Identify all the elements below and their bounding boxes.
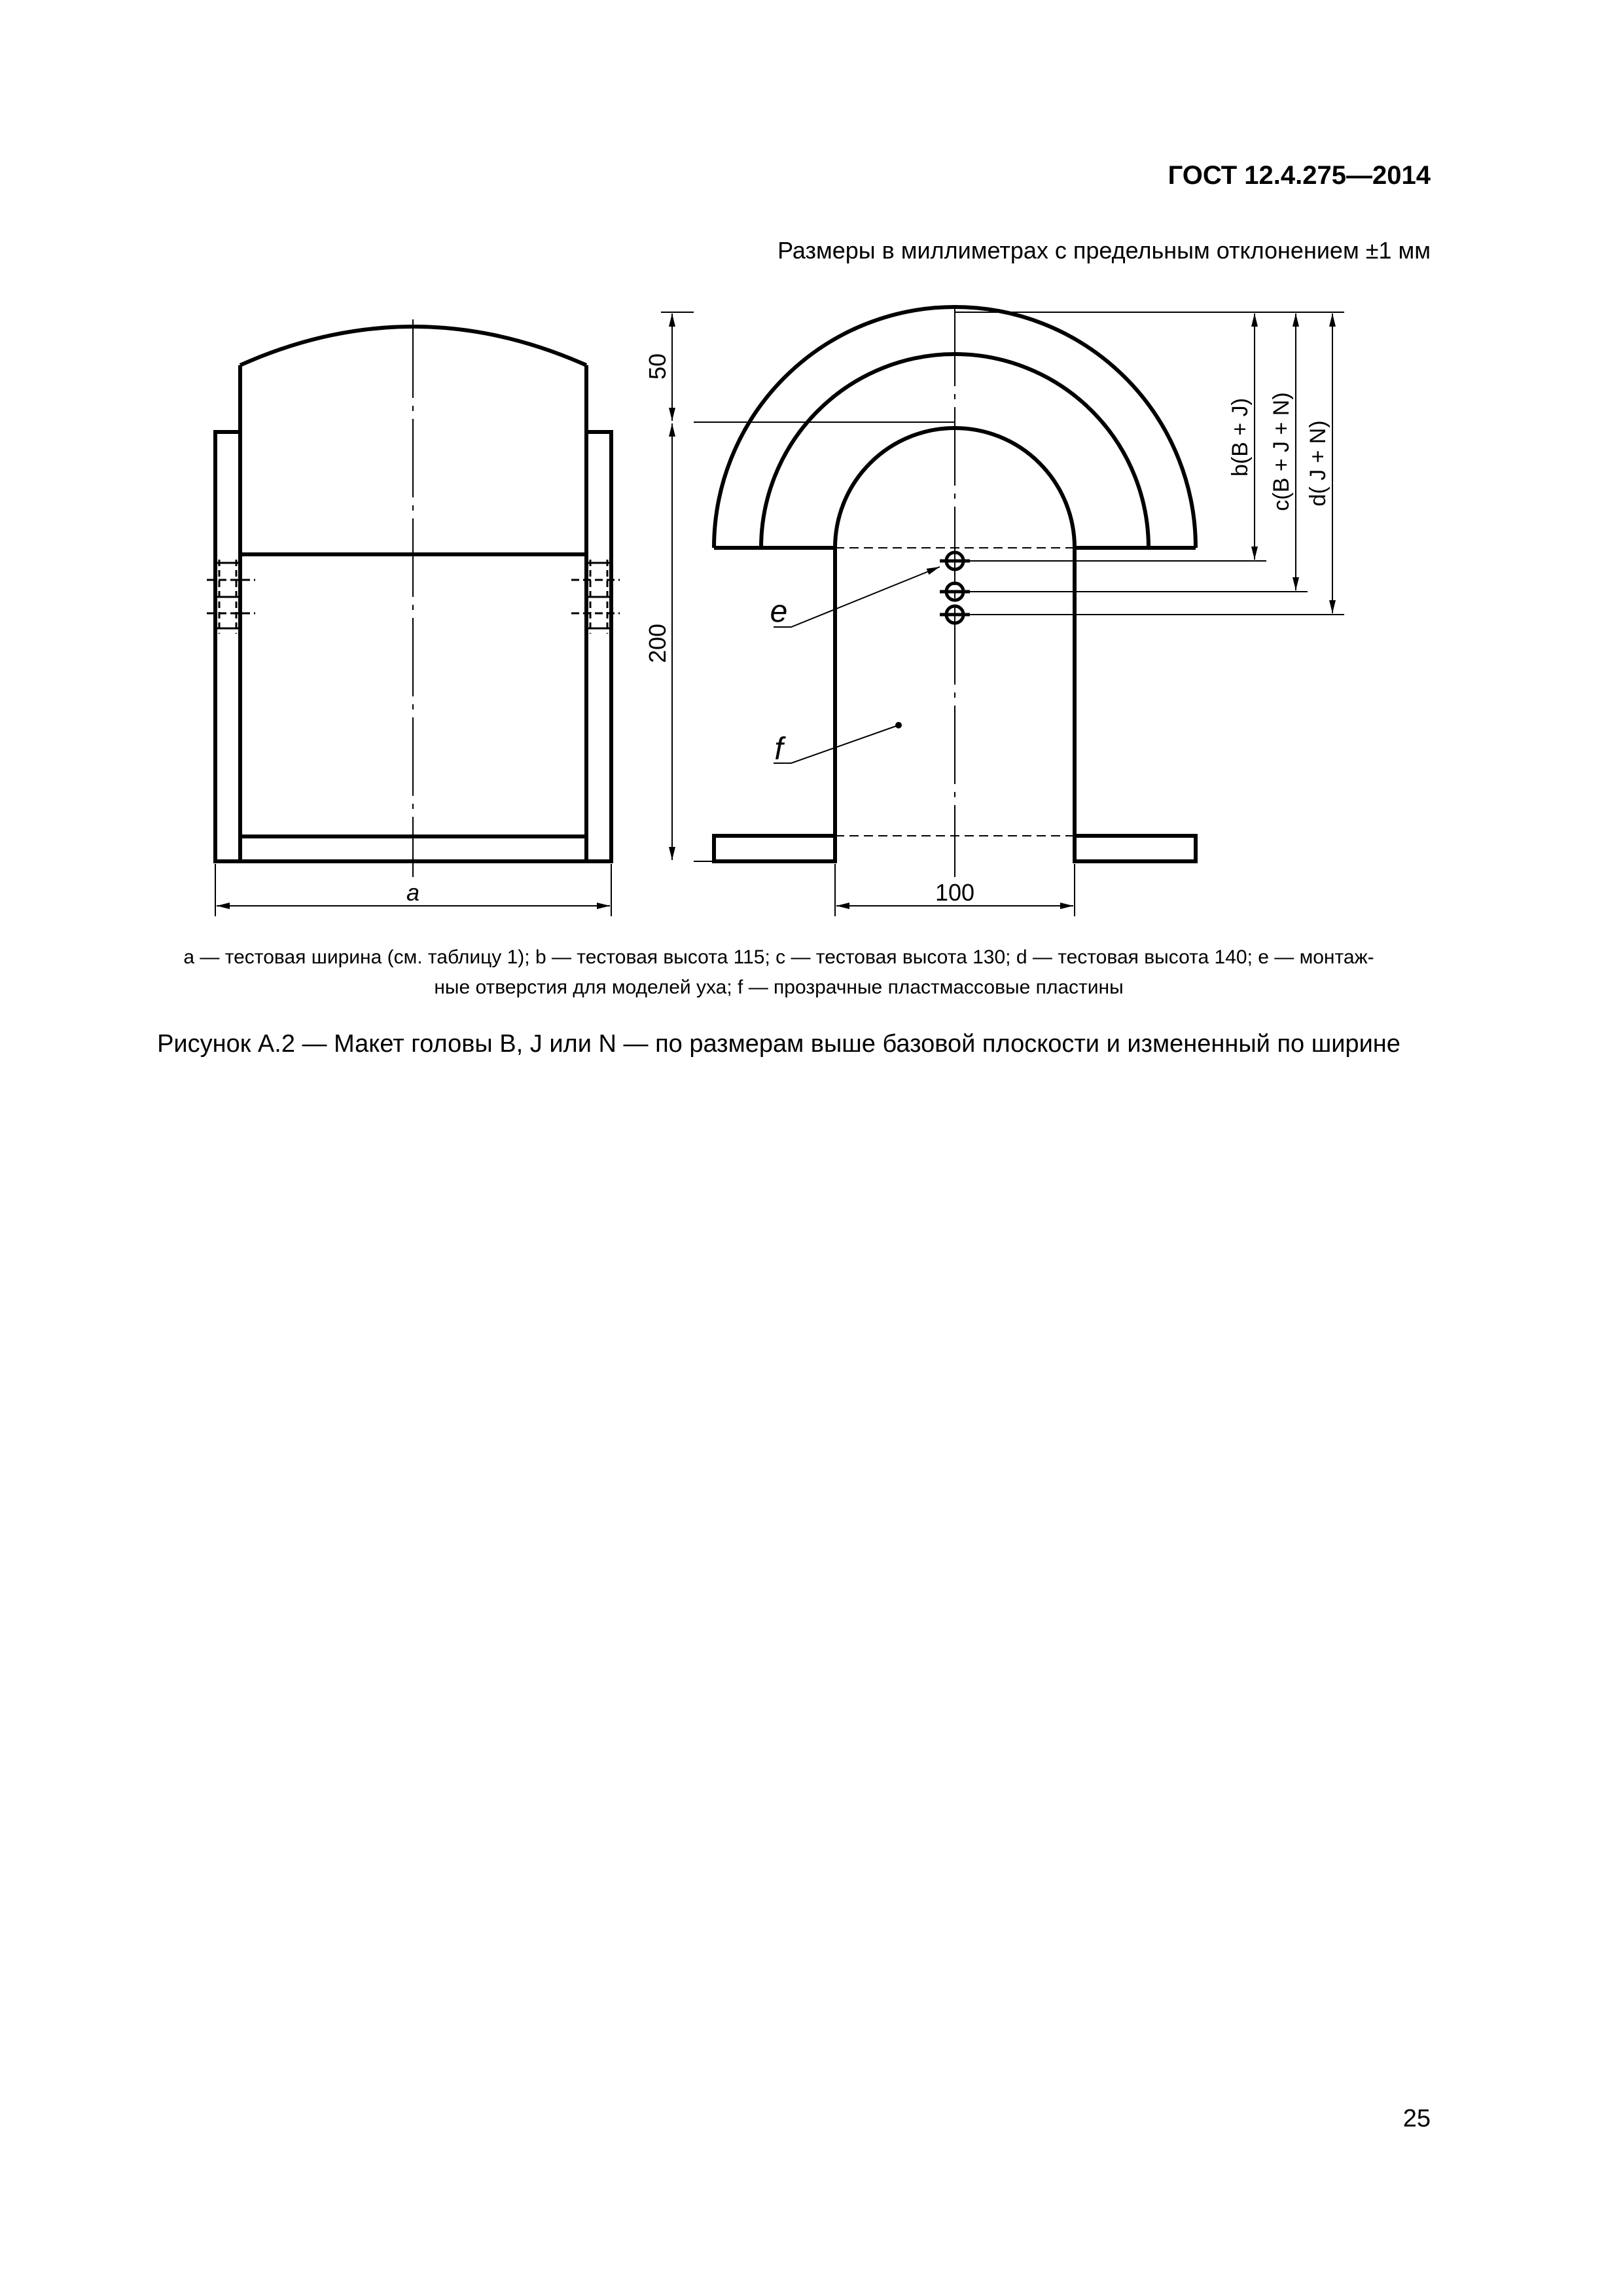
front-view [207, 319, 620, 916]
height-50-label: 50 [644, 353, 671, 380]
width-a-label: a [406, 879, 420, 906]
head-model-drawing [0, 0, 1623, 916]
height-c-label: c(B + J + N) [1269, 392, 1294, 511]
tolerance-note: Размеры в миллиметрах с предельным отклонением ±1 мм [777, 237, 1431, 264]
height-200-label: 200 [644, 623, 671, 664]
legend-line-1: a — тестовая ширина (см. таблицу 1); b — тестовая высота 115; c — тестовая высота 130; d — тестовая высота 140; e — монтаж- [183, 946, 1374, 968]
document-standard-header: ГОСТ 12.4.275—2014 [1168, 161, 1431, 190]
legend-line-2: ные отверстия для моделей уха; f — прозрачные пластмассовые пластины [434, 977, 1124, 998]
figure-legend [111, 942, 1446, 1003]
right-side-plate [586, 432, 611, 861]
height-d-label: d( J + N) [1306, 420, 1330, 507]
page-number: 25 [1402, 2105, 1431, 2132]
width-100-label: 100 [935, 879, 975, 906]
left-base-foot [714, 836, 835, 861]
callout-f-dot [895, 722, 902, 728]
left-side-plate [215, 432, 240, 861]
figure-caption: Рисунок А.2 — Макет головы B, J или N — по размерам выше базовой плоскости и измененный по ширине [157, 1030, 1400, 1058]
height-b-label: b(B + J) [1228, 398, 1253, 476]
right-base-foot [1075, 836, 1196, 861]
callout-e-label: e [770, 594, 788, 629]
callout-f-label: f [774, 732, 783, 766]
callout-e-leader [774, 567, 940, 627]
